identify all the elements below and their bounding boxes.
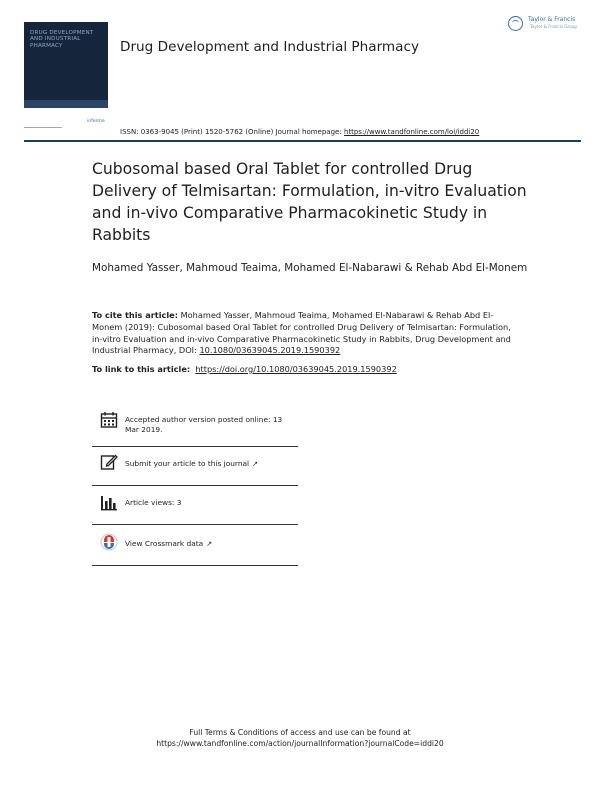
bar-chart-icon [100, 494, 118, 512]
publisher-logo-tagline: Taylor & Francis Group [530, 24, 578, 29]
views-text: Article views: 3 [125, 498, 182, 507]
journal-homepage-link[interactable]: https://www.tandfonline.com/loi/iddi20 [343, 128, 480, 136]
footer-terms-text: Full Terms & Conditions of access and use can be found at [189, 728, 411, 737]
accepted-row [92, 409, 298, 447]
submit-row[interactable] [92, 447, 298, 486]
submit-link[interactable] [125, 459, 295, 469]
submit-text: Submit your article to this journal [125, 459, 250, 468]
issn-text: ISSN: 0363-9045 (Print) 1520-5762 (Online) Journal homepage: [120, 128, 344, 136]
footer [0, 727, 600, 749]
issn-line [120, 128, 479, 136]
article-link-block [92, 364, 532, 376]
article-authors: Mohamed Yasser, Mahmoud Teaima, Mohamed El-Nabarawi & Rehab Abd El-Monem [92, 262, 528, 274]
article-info-list [92, 409, 298, 566]
external-link-icon: ↗ [252, 460, 258, 468]
cover-title: DRUG DEVELOPMENT AND INDUSTRIAL PHARMACY [30, 30, 94, 49]
crossmark-text: View Crossmark data [125, 539, 204, 548]
article-title: Cubosomal based Oral Tablet for controlled Drug Delivery of Telmisartan: Formulation, in-vitro Evaluation and in-vivo Comparative Pharmacokinetic Study in Rabbits [92, 160, 527, 244]
journal-cover-image [24, 22, 108, 108]
publisher-logo-icon [508, 16, 523, 31]
citation-text: Mohamed Yasser, Mahmoud Teaima, Mohamed El-Nabarawi & Rehab Abd El-Monem (2019): Cubosomal based Oral Tablet for controlled Drug Delivery of Telmisartan: Formulation, in-vitro Evaluation and in-vivo Comparative Pharmacokinetic Study in Rabbits, Drug Development and Industrial Pharmacy, DOI: [92, 310, 511, 356]
external-link-icon: ↗ [206, 540, 213, 548]
cover-caption-line [24, 127, 62, 128]
article-doi-url[interactable]: https://doi.org/10.1080/03639045.2019.1590392 [195, 364, 397, 374]
citation-doi-link[interactable]: 10.1080/03639045.2019.1590392 [199, 345, 341, 356]
publisher-logo-name: Taylor & Francis [528, 16, 576, 23]
crossmark-link[interactable] [125, 539, 295, 549]
header-divider [24, 140, 581, 142]
footer-terms-url[interactable]: https://www.tandfonline.com/action/journalInformation?journalCode=iddi20 [156, 739, 444, 748]
journal-title: Drug Development and Industrial Pharmacy [120, 39, 420, 55]
calendar-icon [100, 411, 118, 429]
article-link-label: To link to this article: [92, 364, 191, 374]
citation-label: To cite this article: [92, 310, 178, 320]
crossmark-row[interactable] [92, 525, 298, 566]
edit-icon [100, 453, 118, 471]
citation-block [92, 310, 512, 357]
cover-stripe [24, 100, 108, 108]
publisher-logo [508, 14, 588, 38]
informa-logo: informa [87, 119, 105, 124]
views-row [92, 486, 298, 525]
crossmark-icon [100, 533, 118, 551]
accepted-text: Accepted author version posted online: 13 Mar 2019. [125, 415, 283, 434]
